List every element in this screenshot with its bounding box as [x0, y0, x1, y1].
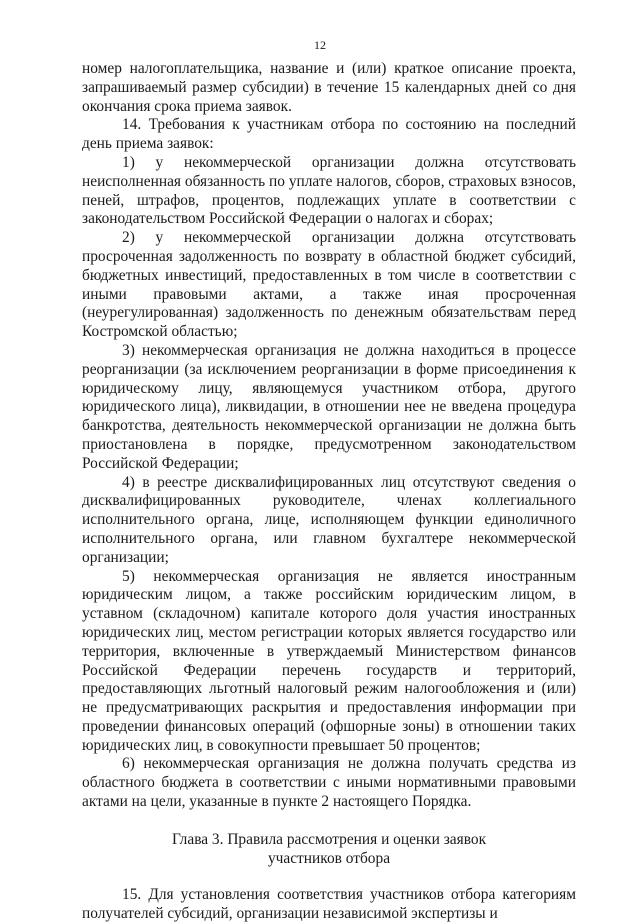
paragraph-14: 14. Требования к участникам отбора по состоянию на последний день приема заявок: [82, 116, 576, 153]
paragraph-continuation: номер налогоплательщика, название и (или) краткое описание проекта, запрашиваемый размер субсидии) в течение 15 календарных дней со дня окончания срока приема заявок. [82, 60, 576, 115]
chapter-title-line-1: Глава 3. Правила рассмотрения и оценки заявок [171, 830, 487, 848]
requirement-4: 4) в реестре дисквалифицированных лиц отсутствуют сведения о дисквалифицированных руководителе, членах коллегиального исполнительного органа, лице, исполняющем функции единоличного исполнительного органа, или главном бухгалтере некоммерческой организации; [82, 473, 576, 566]
requirement-3: 3) некоммерческая организация не должна находиться в процессе реорганизации (за исключением реорганизации в форме присоединения к юридическому лицу, являющемуся участником отбора, другого юридического лица), ликвидации, в отношении нее не введена процедура банкротства, деятельность некоммерческой организации не должна быть приостановлена в порядке, предусмотренном законодательством Российской Федерации; [82, 341, 576, 472]
page-number: 12 [314, 38, 326, 52]
document-body [82, 60, 576, 924]
paragraph-15: 15. Для установления соответствия участников отбора категориям получателей субсидий, организации независимой экспертизы и [82, 886, 576, 923]
requirement-6: 6) некоммерческая организация не должна получать средства из областного бюджета в соответствии с иными нормативными правовыми актами на цели, указанные в пункте 2 настоящего Порядка. [82, 755, 576, 811]
requirement-1: 1) у некоммерческой организации должна отсутствовать неисполненная обязанность по уплате налогов, сборов, страховых взносов, пеней, штрафов, процентов, подлежащих уплате в соответствии с законодательством Российской Федерации о налогах и сборах; [82, 153, 576, 228]
chapter-title-line-2: участников отбора [267, 849, 391, 867]
chapter-heading [82, 831, 576, 869]
requirement-2: 2) у некоммерческой организации должна отсутствовать просроченная задолженность по возврату в областной бюджет субсидий, бюджетных инвестиций, предоставленных в том числе в соответствии с иными правовыми актами, а также иная просроченная (неурегулированная) задолженность по денежным обязательствам перед Костромской областью; [82, 229, 576, 341]
requirement-5: 5) некоммерческая организация не является иностранным юридическим лицом, а также российским юридическим лицом, в уставном (складочном) капитале которого доля участия иностранных юридических лиц, местом регистрации которых является государство или территория, включенные в утверждаемый Министерством финансов Российской Федерации перечень государств и территорий, предоставляющих льготный налоговый режим налогообложения и (или) не предусматривающих раскрытия и предоставления информации при проведении финансовых операций (офшорные зоны) в отношении таких юридических лиц, в совокупности превышает 50 процентов; [82, 567, 576, 754]
